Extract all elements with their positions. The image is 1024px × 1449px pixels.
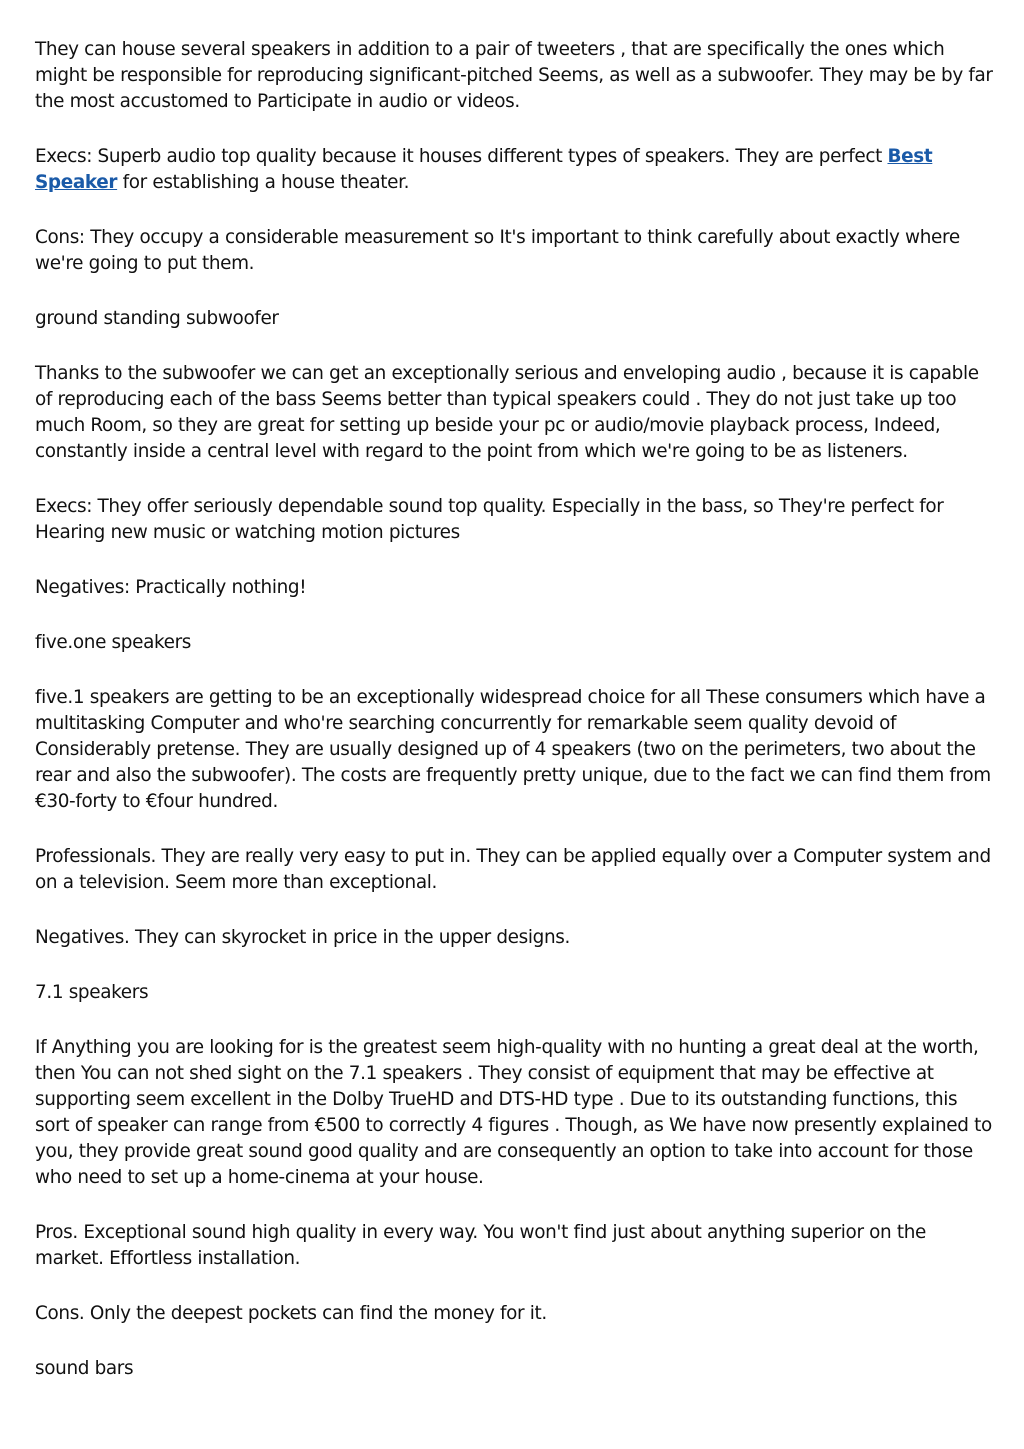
paragraph-subwoofer-description: Thanks to the subwoofer we can get an exceptionally serious and enveloping audio , because it is capable of reproducing each of the bass Seems better than typical speakers could . They do not just take up too much Room, so they are great for setting up beside your pc or audio/movie playback process, Indeed, constantly inside a central level with regard to the point from which we're going to be as listeners. <box>35 363 979 462</box>
paragraph-five-one-negatives: Negatives. They can skyrocket in price in the upper designs. <box>35 927 570 948</box>
paragraph-seven-one-cons: Cons. Only the deepest pockets can find the money for it. <box>35 1303 547 1324</box>
document-body <box>35 37 995 1411</box>
heading-ground-standing-subwoofer: ground standing subwoofer <box>35 308 279 329</box>
paragraph-intro: They can house several speakers in addition to a pair of tweeters , that are specifically the ones which might be responsible for reproducing significant-pitched Seems, as well as a subwoofer. They may be by far the most accustomed to Participate in audio or videos. <box>35 39 993 112</box>
paragraph-five-one-description: five.1 speakers are getting to be an exceptionally widespread choice for all These consumers which have a multitasking Computer and who're searching concurrently for remarkable seem quality devoid of Considerably pretense. They are usually designed up of 4 speakers (two on the perimeters, two about the rear and also the subwoofer). The costs are frequently pretty unique, due to the fact we can find them from €30-forty to €four hundred. <box>35 687 991 812</box>
heading-sound-bars: sound bars <box>35 1358 134 1379</box>
paragraph-subwoofer-negatives: Negatives: Practically nothing! <box>35 577 307 598</box>
paragraph-cons: Cons: They occupy a considerable measurement so It's important to think carefully about exactly where we're going to put them. <box>35 227 960 274</box>
paragraph-subwoofer-execs: Execs: They offer seriously dependable sound top quality. Especially in the bass, so They're perfect for Hearing new music or watching motion pictures <box>35 496 944 543</box>
heading-five-one-speakers: five.one speakers <box>35 632 192 653</box>
heading-seven-one-speakers: 7.1 speakers <box>35 982 149 1003</box>
paragraph-seven-one-description: If Anything you are looking for is the greatest seem high-quality with no hunting a great deal at the worth, then You can not shed sight on the 7.1 speakers . They consist of equipment that may be effective at supporting seem excellent in the Dolby TrueHD and DTS-HD type . Due to its outstanding functions, this sort of speaker can range from €500 to correctly 4 figures . Though, as We have now presently explained to you, they provide great sound good quality and are consequently an option to take into account for those who need to set up a home-cinema at your house. <box>35 1037 992 1188</box>
best-speaker-link[interactable]: Best Speaker <box>35 146 933 193</box>
paragraph-text: Execs: Superb audio top quality because it houses different types of speakers. They are perfect <box>35 146 888 167</box>
paragraph-seven-one-pros: Pros. Exceptional sound high quality in every way. You won't find just about anything superior on the market. Effortless installation. <box>35 1222 926 1269</box>
paragraph-execs-pros <box>35 144 995 196</box>
paragraph-five-one-professionals: Professionals. They are really very easy to put in. They can be applied equally over a Computer system and on a television. Seem more than exceptional. <box>35 846 991 893</box>
paragraph-text: for establishing a house theater. <box>117 172 410 193</box>
